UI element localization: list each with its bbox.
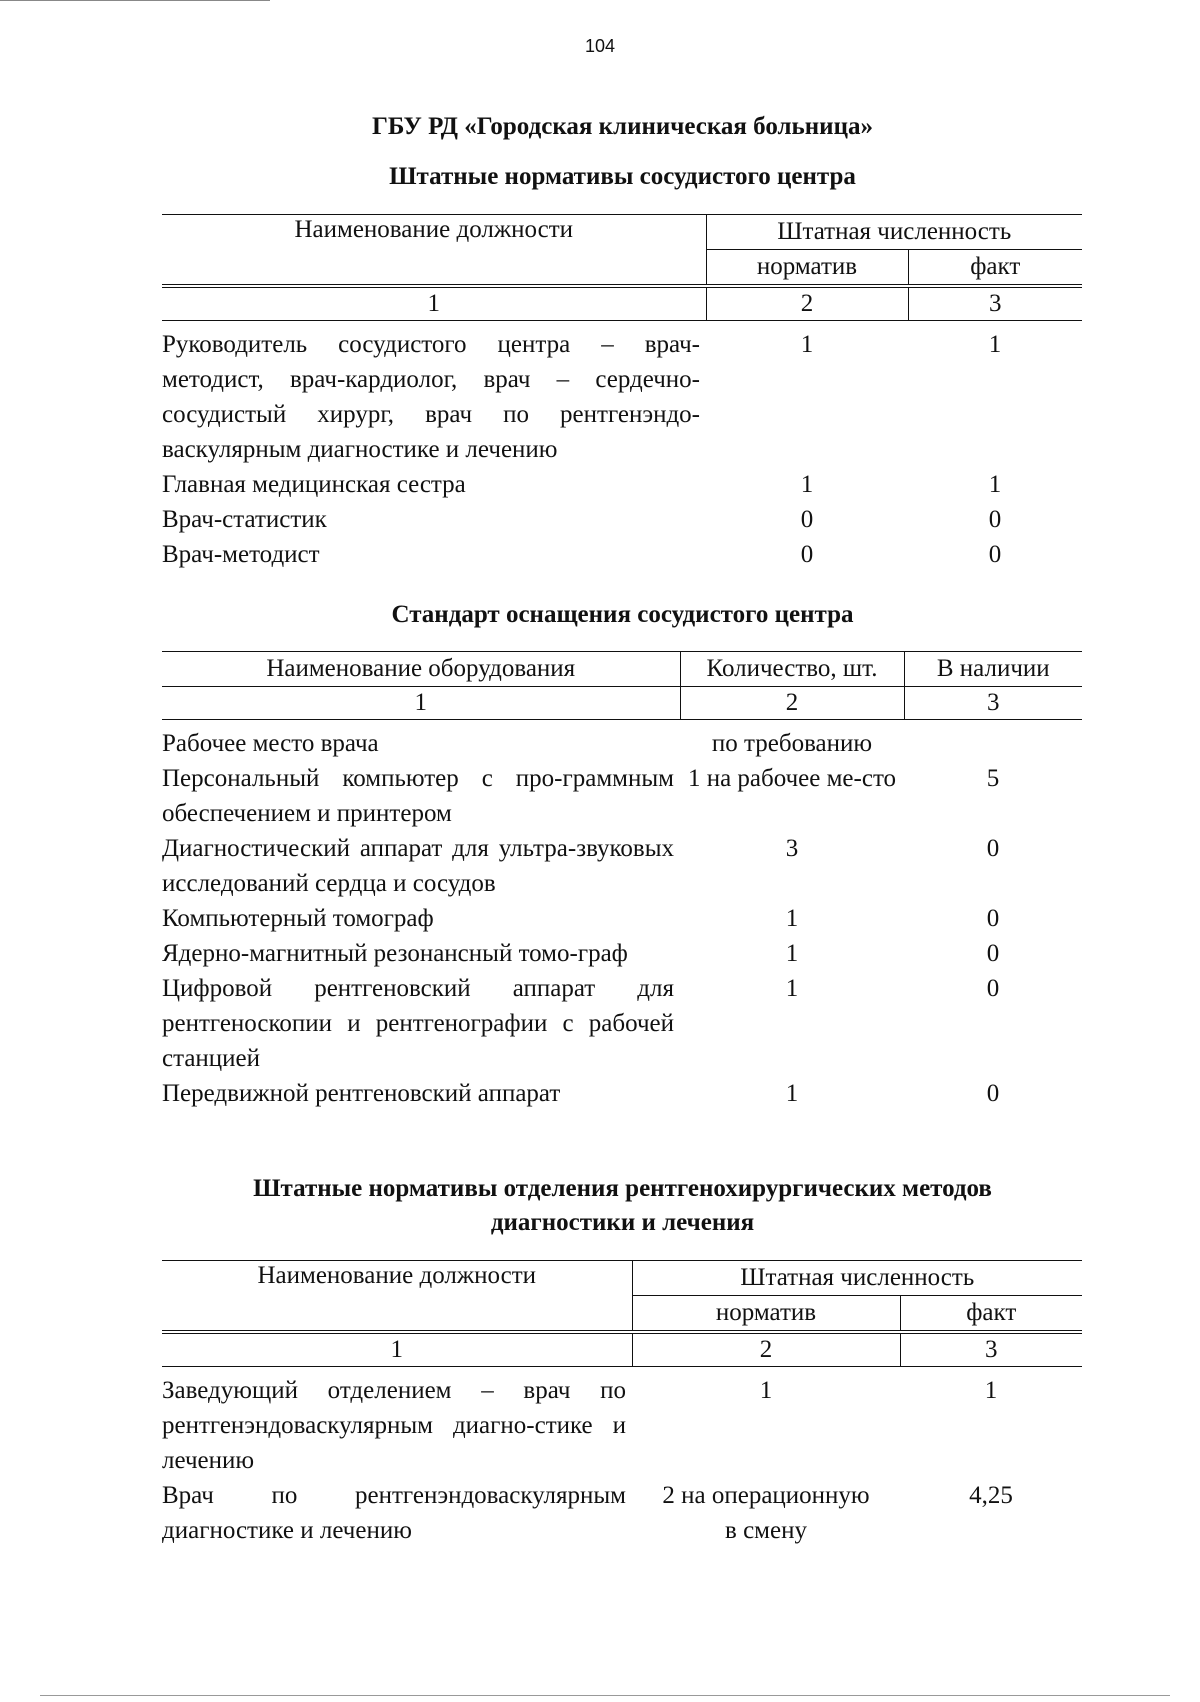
column-header-norm: норматив bbox=[632, 1296, 900, 1333]
column-number: 3 bbox=[908, 286, 1082, 321]
fact-value: 4,25 bbox=[969, 1482, 1013, 1509]
column-number: 1 bbox=[162, 286, 706, 321]
quantity-value: 1 bbox=[785, 905, 799, 932]
table-row bbox=[162, 467, 1082, 502]
position-name: Главная медицинская сестра bbox=[162, 471, 466, 498]
available-value: 0 bbox=[986, 975, 1000, 1002]
column-number: 3 bbox=[904, 687, 1082, 720]
column-header-available: В наличии bbox=[904, 652, 1082, 687]
table-row bbox=[162, 726, 1082, 761]
section3-title-line1: Штатные нормативы отделения рентгенохирургических методов bbox=[253, 1175, 992, 1202]
table-row bbox=[162, 1373, 1082, 1478]
fact-value: 1 bbox=[988, 471, 1002, 498]
equipment-name: Передвижной рентгеновский аппарат bbox=[162, 1080, 561, 1107]
equipment-name: Ядерно-магнитный резонансный томо-граф bbox=[162, 940, 628, 967]
position-name: Врач-методист bbox=[162, 541, 320, 568]
norm-value: 0 bbox=[800, 506, 814, 533]
section1-title: Штатные нормативы сосудистого центра bbox=[389, 163, 856, 190]
section3-title-line2: диагностики и лечения bbox=[490, 1209, 755, 1236]
column-number: 2 bbox=[632, 1332, 900, 1367]
column-header-position: Наименование должности bbox=[162, 215, 706, 287]
norm-value: 1 bbox=[759, 1377, 773, 1404]
available-value bbox=[904, 726, 1082, 761]
norm-value: 2 на операционную в смену bbox=[662, 1482, 870, 1544]
scan-edge-top bbox=[0, 0, 270, 1]
staff-table-vascular-center bbox=[162, 214, 1082, 572]
table-row bbox=[162, 971, 1082, 1076]
quantity-value: 1 на рабочее ме-сто bbox=[687, 765, 897, 792]
quantity-value: по требованию bbox=[711, 730, 873, 757]
table-row bbox=[162, 537, 1082, 572]
quantity-value: 1 bbox=[785, 940, 799, 967]
position-name: Руководитель сосудистого центра – врач-методист, врач-кардиолог, врач – сердечно-сосудистый хирург, врач по рентгенэндо-васкулярным диагностике и лечению bbox=[162, 331, 700, 463]
column-header-fact: факт bbox=[908, 250, 1082, 287]
column-header-staff-count: Штатная численность bbox=[706, 215, 1082, 250]
table-row bbox=[162, 936, 1082, 971]
table-row bbox=[162, 327, 1082, 467]
table-row bbox=[162, 831, 1082, 901]
table-row bbox=[162, 502, 1082, 537]
equipment-name: Персональный компьютер с про-граммным обеспечением и принтером bbox=[162, 765, 674, 827]
column-header-fact: факт bbox=[900, 1296, 1082, 1333]
equipment-name: Диагностический аппарат для ультра-звуковых исследований сердца и сосудов bbox=[162, 835, 674, 897]
column-number: 2 bbox=[680, 687, 904, 720]
scan-edge-bottom bbox=[40, 1695, 1170, 1696]
equipment-name: Рабочее место врача bbox=[162, 730, 379, 757]
table-row bbox=[162, 901, 1082, 936]
column-header-position: Наименование должности bbox=[162, 1261, 632, 1333]
fact-value: 1 bbox=[988, 331, 1002, 358]
quantity-value: 1 bbox=[785, 975, 799, 1002]
quantity-value: 3 bbox=[785, 835, 799, 862]
column-header-staff-count: Штатная численность bbox=[632, 1261, 1082, 1296]
column-header-norm: норматив bbox=[706, 250, 908, 287]
quantity-value: 1 bbox=[785, 1080, 799, 1107]
staff-table-xray-surgery bbox=[162, 1260, 1082, 1548]
table-row bbox=[162, 761, 1082, 831]
norm-value: 0 bbox=[800, 541, 814, 568]
column-header-quantity: Количество, шт. bbox=[680, 652, 904, 687]
table-row bbox=[162, 1478, 1082, 1548]
norm-value: 1 bbox=[800, 471, 814, 498]
available-value: 0 bbox=[986, 1080, 1000, 1107]
column-number: 1 bbox=[162, 687, 680, 720]
position-name: Врач по рентгенэндоваскулярным диагностике и лечению bbox=[162, 1482, 626, 1544]
page-number: 104 bbox=[584, 36, 616, 56]
org-title: ГБУ РД «Городская клиническая больница» bbox=[372, 113, 873, 140]
fact-value: 1 bbox=[984, 1377, 998, 1404]
available-value: 0 bbox=[986, 905, 1000, 932]
position-name: Врач-статистик bbox=[162, 506, 327, 533]
position-name: Заведующий отделением – врач по рентгенэндоваскулярным диагно-стике и лечению bbox=[162, 1377, 626, 1474]
column-number: 1 bbox=[162, 1332, 632, 1367]
column-header-equipment: Наименование оборудования bbox=[162, 652, 680, 687]
norm-value: 1 bbox=[800, 331, 814, 358]
column-number: 2 bbox=[706, 286, 908, 321]
available-value: 5 bbox=[986, 765, 1000, 792]
equipment-name: Компьютерный томограф bbox=[162, 905, 434, 932]
table-row bbox=[162, 1076, 1082, 1111]
section2-title: Стандарт оснащения сосудистого центра bbox=[391, 601, 854, 628]
available-value: 0 bbox=[986, 940, 1000, 967]
equipment-name: Цифровой рентгеновский аппарат для рентгеноскопии и рентгенографии с рабочей станцией bbox=[162, 975, 674, 1072]
column-number: 3 bbox=[900, 1332, 1082, 1367]
available-value: 0 bbox=[986, 835, 1000, 862]
fact-value: 0 bbox=[988, 541, 1002, 568]
equipment-table bbox=[162, 651, 1082, 1111]
fact-value: 0 bbox=[988, 506, 1002, 533]
